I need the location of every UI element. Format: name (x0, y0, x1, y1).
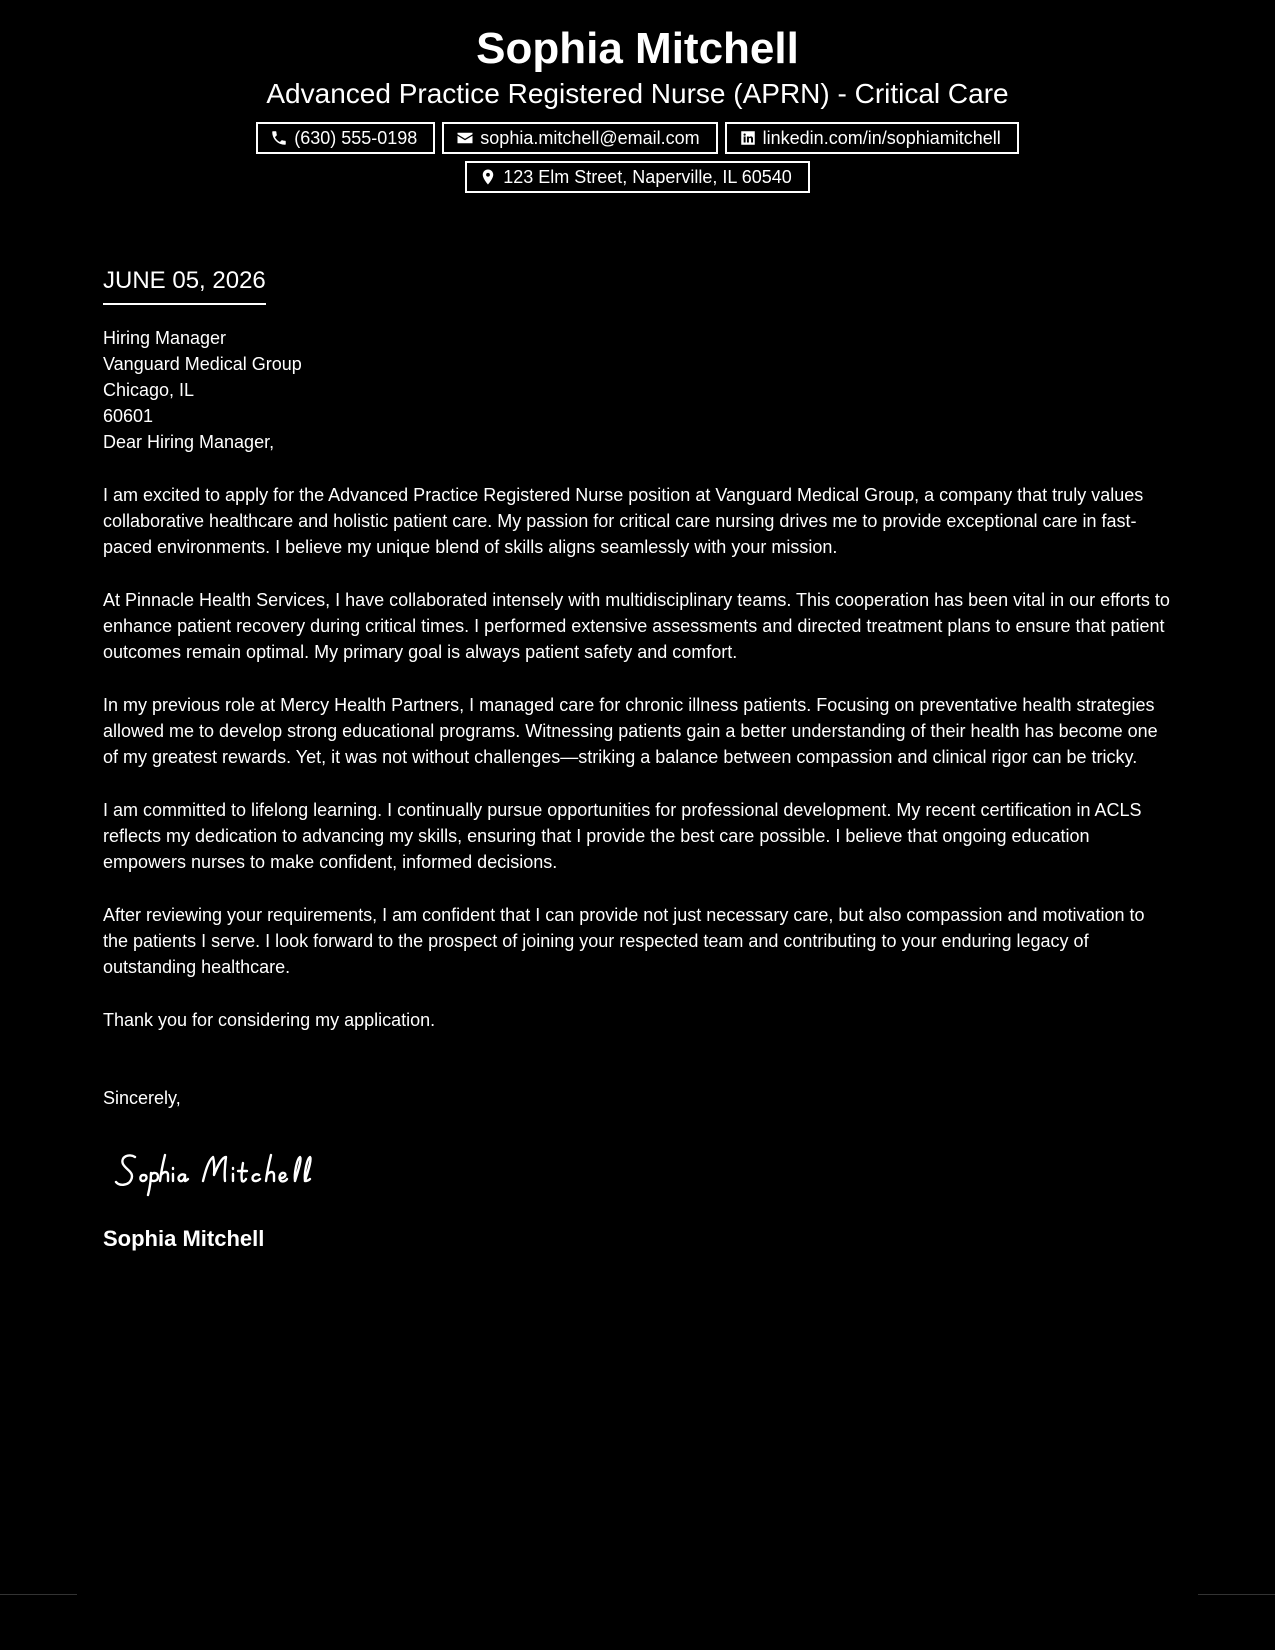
recipient-line: Vanguard Medical Group (103, 354, 302, 374)
letter-body (103, 265, 1173, 1254)
footer-rule-left (0, 1594, 77, 1595)
salutation: Dear Hiring Manager, (103, 432, 275, 452)
body-paragraph: In my previous role at Mercy Health Partners, I managed care for chronic illness patients. Focusing on preventative health strategies allowed me to develop strong educational programs. Witnessing patients gain a better understanding of their health has become one of my greatest rewards. Yet, it was not without challenges—striking a balance between compassion and clinical rigor can be tricky. (103, 695, 1158, 767)
phone-icon (270, 129, 288, 147)
applicant-name: Sophia Mitchell (476, 24, 799, 73)
body-paragraph: I am excited to apply for the Advanced Practice Registered Nurse position at Vanguard Medical Group, a company that truly values collaborative healthcare and holistic patient care. My passion for critical care nursing drives me to provide exceptional care in fast-paced environments. I believe my unique blend of skills aligns seamlessly with your mission. (103, 485, 1144, 557)
contact-row-2 (0, 161, 1275, 193)
email-text: sophia.mitchell@email.com (480, 128, 700, 148)
envelope-icon (456, 129, 474, 147)
letter-date: JUNE 05, 2026 (103, 265, 266, 305)
linkedin-contact[interactable] (725, 122, 1019, 154)
address-contact (465, 161, 810, 193)
body-paragraph: I am committed to lifelong learning. I continually pursue opportunities for professional development. My recent certification in ACLS reflects my dedication to advancing my skills, ensuring that I provide the best care possible. I believe that ongoing education empowers nurses to make confident, informed decisions. (103, 800, 1142, 872)
recipient-line: 60601 (103, 406, 154, 426)
map-marker-icon (479, 168, 497, 186)
footer-rule-right (1198, 1594, 1275, 1595)
linkedin-icon (739, 129, 757, 147)
body-paragraph: At Pinnacle Health Services, I have collaborated intensely with multidisciplinary teams. This cooperation has been vital in our efforts to enhance patient recovery during critical times. I performed extensive assessments and directed treatment plans to ensure that patient outcomes remain optimal. My primary goal is always patient safety and comfort. (103, 590, 1170, 662)
recipient-block (103, 325, 1173, 429)
signature-name: Sophia Mitchell (103, 1226, 265, 1251)
body-paragraph: After reviewing your requirements, I am confident that I can provide not just necessary care, but also compassion and motivation to the patients I serve. I look forward to the prospect of joining your respected team and contributing to your enduring legacy of outstanding healthcare. (103, 905, 1145, 977)
email-contact[interactable] (442, 122, 717, 154)
handwritten-signature (113, 1141, 373, 1201)
phone-text: (630) 555-0198 (294, 128, 418, 148)
address-text: 123 Elm Street, Naperville, IL 60540 (503, 167, 792, 187)
letter-header (0, 22, 1275, 200)
contact-row (0, 122, 1275, 154)
linkedin-text: linkedin.com/in/sophiamitchell (762, 128, 1001, 148)
closing: Sincerely, (103, 1088, 181, 1108)
recipient-line: Chicago, IL (103, 380, 195, 400)
applicant-title: Advanced Practice Registered Nurse (APRN) - Critical Care (266, 78, 1009, 109)
phone-contact[interactable] (256, 122, 435, 154)
body-paragraph: Thank you for considering my application. (103, 1010, 436, 1030)
recipient-line: Hiring Manager (103, 328, 227, 348)
